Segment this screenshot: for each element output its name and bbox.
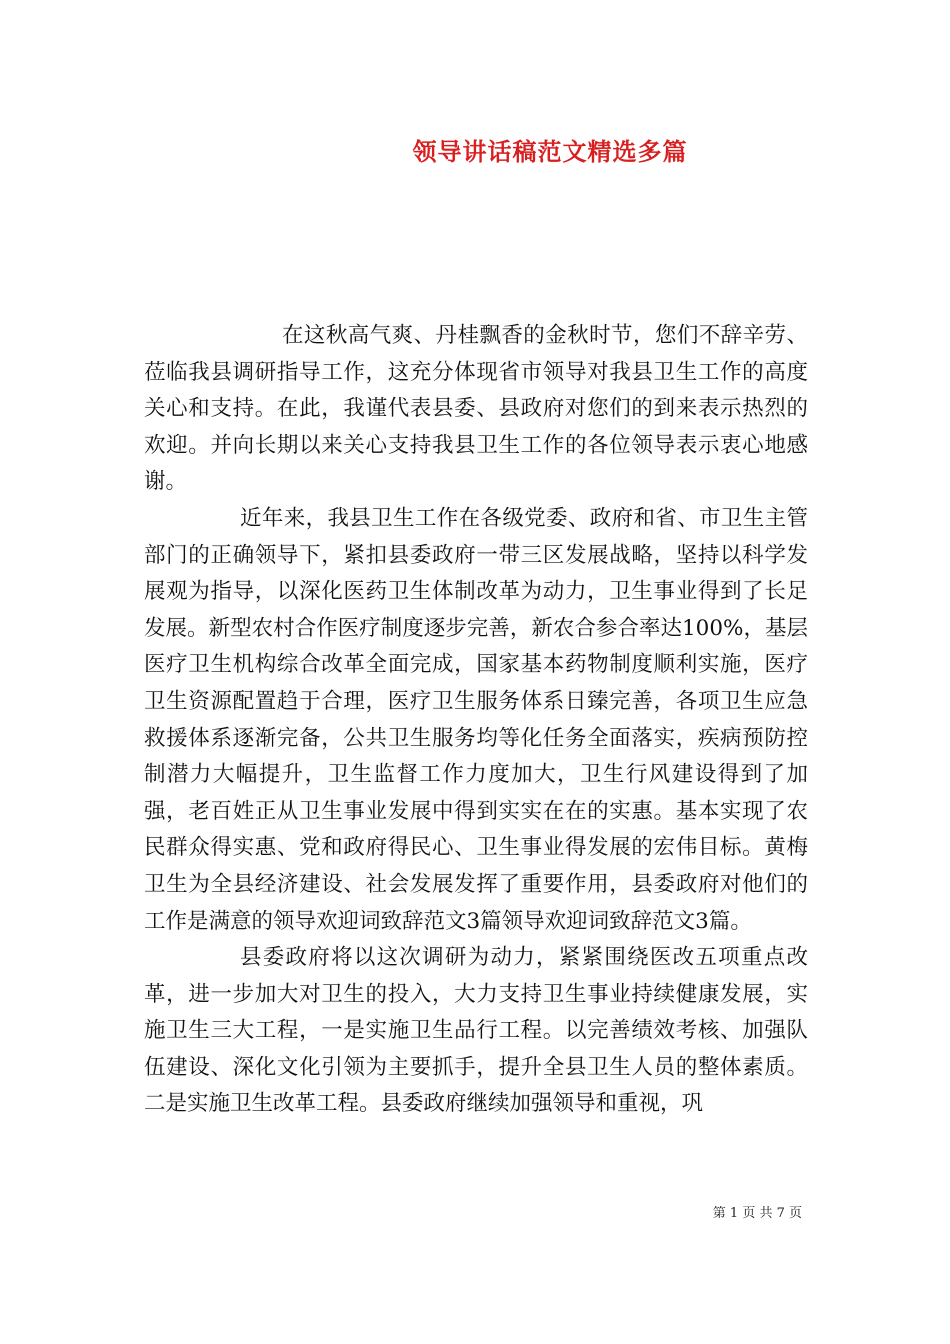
document-body <box>144 318 808 1123</box>
paragraph-3: 县委政府将以这次调研为动力，紧紧围绕医改五项重点改革，进一步加大对卫生的投入，大力支持卫生事业持续健康发展，实施卫生三大工程，一是实施卫生品行工程。以完善绩效考核、加强队伍建设、深化文化引领为主要抓手，提升全县卫生人员的整体素质。二是实施卫生改革工程。县委政府继续加强领导和重视，巩 <box>144 945 808 1117</box>
document-title: 领导讲话稿范文精选多篇 <box>412 137 688 166</box>
paragraph-2: 近年来，我县卫生工作在各级党委、政府和省、市卫生主管部门的正确领导下，紧扣县委政府一带三区发展战略，坚持以科学发展观为指导，以深化医药卫生体制改革为动力，卫生事业得到了长足发展。新型农村合作医疗制度逐步完善，新农合参合率达100%，基层医疗卫生机构综合改革全面完成，国家基本药物制度顺利实施，医疗卫生资源配置趋于合理，医疗卫生服务体系日臻完善，各项卫生应急救援体系逐渐完备，公共卫生服务均等化任务全面落实，疾病预防控制潜力大幅提升，卫生监督工作力度加大，卫生行风建设得到了加强，老百姓正从卫生事业发展中得到实实在在的实惠。基本实现了农民群众得实惠、党和政府得民心、卫生事业得发展的宏伟目标。黄梅卫生为全县经济建设、社会发展发挥了重要作用，县委政府对他们的工作是满意的领导欢迎词致辞范文3篇领导欢迎词致辞范文3篇。 <box>144 505 808 934</box>
page-number-footer: 第 1 页 共 7 页 <box>712 1206 802 1221</box>
paragraph-1: 在这秋高气爽、丹桂飘香的金秋时节，您们不辞辛劳、莅临我县调研指导工作，这充分体现省市领导对我县卫生工作的高度关心和支持。在此，我谨代表县委、县政府对您们的到来表示热烈的欢迎。并向长期以来关心支持我县卫生工作的各位领导表示衷心地感谢。 <box>144 323 808 495</box>
